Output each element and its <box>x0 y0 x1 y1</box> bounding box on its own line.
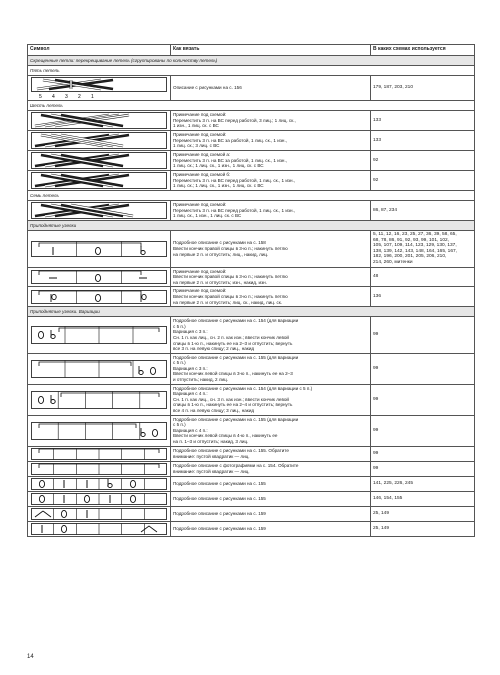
header-symbol: Символ <box>28 45 171 56</box>
stitch-symbol <box>28 151 171 171</box>
charts-used-cell: 146, 154, 155 <box>371 491 475 506</box>
subsection-heading-row <box>28 191 475 201</box>
stitch-symbol <box>28 446 171 461</box>
stitch-number-label: 4 <box>52 94 55 99</box>
stitch-symbol <box>28 111 171 131</box>
charts-used-cell: 25, 149 <box>371 506 475 521</box>
charts-used-cell: 86, 87, 234 <box>371 201 475 221</box>
stitch-symbol <box>28 521 171 536</box>
subsection-heading: Пять петель <box>28 66 475 76</box>
table-row <box>28 131 475 151</box>
stitch-symbol <box>28 353 171 384</box>
stitch-symbol <box>28 384 171 415</box>
subsection-heading-row <box>28 101 475 111</box>
section-heading-row <box>28 56 475 66</box>
table-header-row <box>28 45 475 56</box>
table-row <box>28 151 475 171</box>
how-to-knit-cell: Примечание под схемой а: Переместить 3 п. на ВС за работой, 1 лиц. ск., 1 изн., 1 лиц. ск.; 1 лиц. ск., 1 изн., 1 лиц. ск. с ВС <box>171 151 371 171</box>
table-row <box>28 521 475 536</box>
section-heading: Приподнятые узелки <box>28 221 475 231</box>
how-to-knit-cell: Подробное описание с рисунками на с. 155 <box>171 476 371 491</box>
table-row <box>28 201 475 221</box>
table-row <box>28 476 475 491</box>
how-to-knit-cell: Подробное описание с рисунками на с. 155 (для вариации с 5 п.) Вариация с 4 п.: Ввести кончик левой спицы в 4-ю п., накинуть ее на п. 1–3 и отпустить; накид, 3 лиц. <box>171 415 371 446</box>
how-to-knit-cell: Примечание под схемой: Ввести кончик правой спицы в 3-ю п.; накинуть петлю на первые 2 п. и отпустить; изн., накид, изн. <box>171 267 371 287</box>
section-heading: Скрещенные петли: перекрещивание петель (сгруппированы по количеству петель) <box>28 56 475 66</box>
subsection-heading: Шесть петель <box>28 101 475 111</box>
stitch-symbol <box>28 76 171 101</box>
how-to-knit-cell: Подробное описание с рисунками на с. 154 (для вариации с 5 п.) Вариация с 3 п.: Сн. 1 п. как лиц., сн. 2 п. как изн.; ввести кончик левой спицы в 1-ю п., накинуть ее на 2–3 и отпустить; вернуть все 3 п. на левую спицу; 2 лиц., накид <box>171 317 371 354</box>
section-heading-row <box>28 307 475 317</box>
how-to-knit-cell: Подробное описание с фотографиями на с. 154. Обратите внимание: пустой квадратик — лиц. <box>171 461 371 476</box>
stitch-symbol <box>28 171 171 191</box>
how-to-knit-cell: Описание с рисунками на с. 156 <box>171 76 371 101</box>
stitch-symbol <box>28 201 171 221</box>
table-row <box>28 461 475 476</box>
how-to-knit-cell: Подробное описание с рисунками на с. 155 <box>171 491 371 506</box>
page-number: 14 <box>27 654 34 660</box>
table-row <box>28 506 475 521</box>
charts-used-cell: 99 <box>371 317 475 354</box>
subsection-heading-row <box>28 66 475 76</box>
table-row <box>28 446 475 461</box>
how-to-knit-cell: Примечание под схемой: Переместить 3 п. на ВС за работой, 1 лиц. ск., 1 изн., 1 лиц. ск.; 3 лиц. с ВС <box>171 131 371 151</box>
table-row <box>28 353 475 384</box>
charts-used-cell: 133 <box>371 131 475 151</box>
stitch-symbol <box>28 267 171 287</box>
section-heading-row <box>28 221 475 231</box>
how-to-knit-cell: Примечание под схемой: Ввести кончик правой спицы в 3-ю п.; накинуть петлю на первые 2 п. и отпустить; лиц. ск., накид, лиц. ск. <box>171 287 371 307</box>
header-how-to-knit: Как вязать <box>171 45 371 56</box>
stitch-symbol <box>28 491 171 506</box>
subsection-heading: Семь петель <box>28 191 475 201</box>
table-row <box>28 415 475 446</box>
table-row <box>28 491 475 506</box>
stitch-symbol <box>28 415 171 446</box>
charts-used-cell: 99 <box>371 353 475 384</box>
how-to-knit-cell: Подробное описание с рисунками на с. 154 (для вариации с 5 п.) Вариация с 4 п.: Сн. 1 п. как лиц., сн. 3 п. как изн.; ввести кончик левой спицы в 1-ю п., накинуть ее на 2–4 и отпустить; вернуть все 4 п. на левую спицу; 3 лиц., накид <box>171 384 371 415</box>
charts-used-cell: 99 <box>371 384 475 415</box>
stitch-symbol <box>28 317 171 354</box>
charts-used-cell: 5, 11, 12, 16, 23, 25, 27, 36, 39, 58, 65, 68, 78, 86, 91, 92, 93, 99, 101, 102, 105, 107, 109, 114, 123, 129, 130, 137, 138, 139, 142, 143, 148, 164, 165, 167, 182, 196, 200, 201, 205, 206, 210, 214, 260, митенки <box>371 231 475 268</box>
stitch-symbol <box>28 287 171 307</box>
table-row <box>28 76 475 101</box>
how-to-knit-cell: Подробное описание с рисунками на с. 155. Обратите внимание: пустой квадратик — лиц. <box>171 446 371 461</box>
charts-used-cell: 141, 225, 226, 245 <box>371 476 475 491</box>
table-row <box>28 384 475 415</box>
how-to-knit-cell: Примечание под схемой б: Переместить 3 п. на ВС перед работой, 1 лиц. ск., 1 изн., 1 лиц. ск.; 1 лиц. ск., 1 изн., 1 лиц. ск. с ВС <box>171 171 371 191</box>
stitch-symbol <box>28 461 171 476</box>
charts-used-cell: 136 <box>371 287 475 307</box>
charts-used-cell: 99 <box>371 415 475 446</box>
stitch-symbol <box>28 231 171 268</box>
stitch-number-label: 3 <box>65 94 68 99</box>
table-row <box>28 111 475 131</box>
charts-used-cell: 133 <box>371 111 475 131</box>
charts-used-cell: 99 <box>371 446 475 461</box>
stitch-symbol <box>28 476 171 491</box>
how-to-knit-cell: Подробное описание с рисунками на с. 159 <box>171 506 371 521</box>
stitch-number-label: 5 <box>39 94 42 99</box>
stitch-symbol <box>28 131 171 151</box>
section-heading: Приподнятые узелки. Вариации <box>28 307 475 317</box>
table-row <box>28 171 475 191</box>
charts-used-cell: 179, 187, 203, 210 <box>371 76 475 101</box>
table-row <box>28 287 475 307</box>
charts-used-cell: 25, 149 <box>371 521 475 536</box>
how-to-knit-cell: Примечание под схемой: Переместить 3 п. на ВС перед работой, 3 лиц.; 1 лиц. ск., 1 изн., 1 лиц. ск. с ВС <box>171 111 371 131</box>
charts-used-cell: 99 <box>371 461 475 476</box>
header-used-in-charts: В каких схемах используется <box>371 45 475 56</box>
charts-used-cell: 92 <box>371 171 475 191</box>
how-to-knit-cell: Подробное описание с рисунками на с. 159 <box>171 521 371 536</box>
how-to-knit-cell: Подробное описание с рисунками на с. 158 Ввести кончик правой спицы в 3-ю п.; накинуть петлю на первые 2 п. и отпустить; лиц., накид, лиц. <box>171 231 371 268</box>
table-row <box>28 231 475 268</box>
symbols-table <box>27 44 475 537</box>
charts-used-cell: 48 <box>371 267 475 287</box>
how-to-knit-cell: Примечание под схемой: Переместить 3 п. на ВС перед работой, 1 лиц. ск., 1 изн., 1 лиц. ск., 1 изн., 1 лиц. ск. с ВС <box>171 201 371 221</box>
stitch-number-label: 2 <box>78 94 81 99</box>
stitch-symbol <box>28 506 171 521</box>
charts-used-cell: 92 <box>371 151 475 171</box>
stitch-number-label: 1 <box>91 94 94 99</box>
table-row <box>28 267 475 287</box>
how-to-knit-cell: Подробное описание с рисунками на с. 155 (для вариации с 5 п.) Вариация с 3 п.: Ввести кончик левой спицы в 3-ю п., накинуть ее на 2–3 и отпустить; накид, 2 лиц. <box>171 353 371 384</box>
table-row <box>28 317 475 354</box>
